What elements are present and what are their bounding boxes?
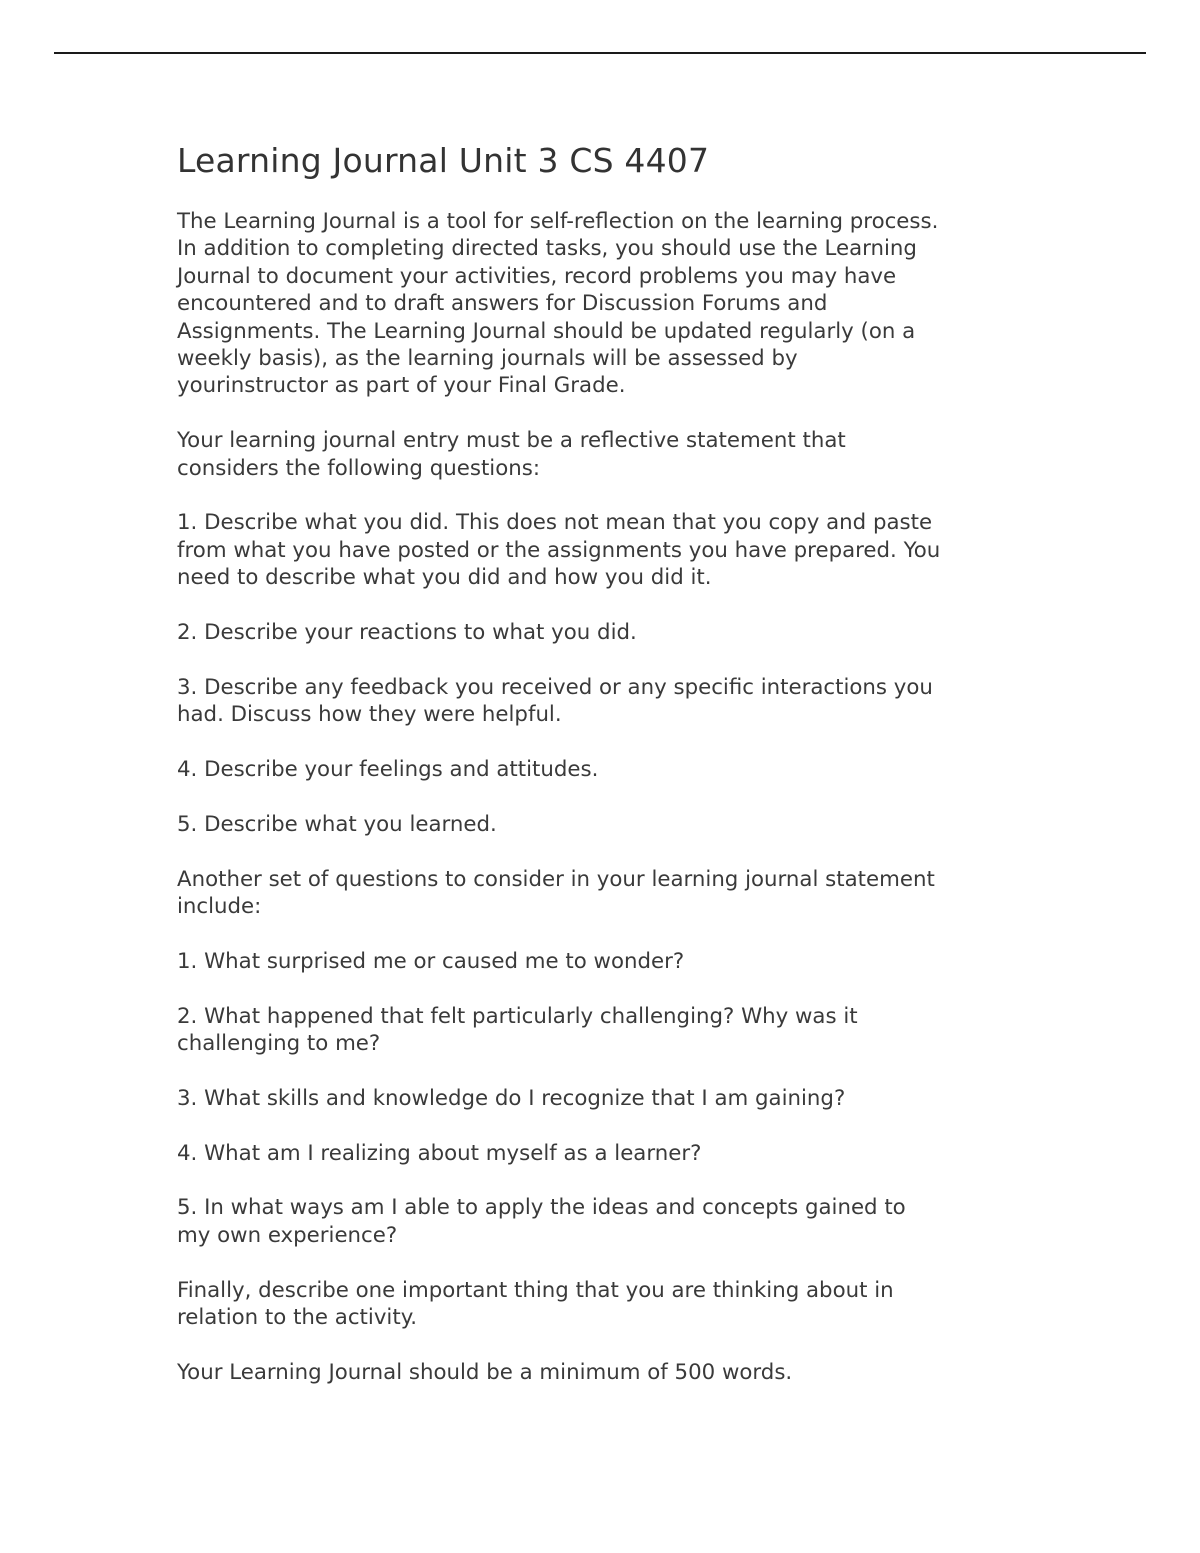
question-item: 2. Describe your reactions to what you did.	[177, 620, 637, 646]
question-item: 4. Describe your feelings and attitudes.	[177, 757, 599, 783]
question-item: 1. What surprised me or caused me to wonder?	[177, 948, 685, 974]
intro-paragraph: The Learning Journal is a tool for self-reflection on the learning process. In addition to completing directed tasks, you should use the Learning Journal to document your activities, record problems you may have encountered and to draft answers for Discussion Forums and Assignments. The Learning Journal should be updated regularly (on a weekly basis), as the learning journals will be assessed by yourinstructor as part of your Final Grade.	[177, 209, 939, 399]
question-item: 5. Describe what you learned.	[177, 811, 497, 837]
question-item: 5. In what ways am I able to apply the ideas and concepts gained to my own experience?	[177, 1195, 906, 1248]
question-item: 1. Describe what you did. This does not mean that you copy and paste from what you have posted or the assignments you have prepared. You need to describe what you did and how you did it.	[177, 510, 941, 591]
question-item: 4. What am I realizing about myself as a learner?	[177, 1140, 702, 1166]
second-set-intro: Another set of questions to consider in your learning journal statement include:	[177, 866, 935, 920]
question-item: 3. What skills and knowledge do I recognize that I am gaining?	[177, 1085, 846, 1111]
header-rule	[54, 52, 1146, 54]
document-body	[177, 140, 1037, 1414]
question-item: 2. What happened that felt particularly challenging? Why was it challenging to me?	[177, 1003, 858, 1057]
page-title: Learning Journal Unit 3 CS 4407	[177, 141, 710, 180]
entry-requirement-paragraph: Your learning journal entry must be a reflective statement that considers the following questions:	[177, 428, 846, 481]
question-item: 3. Describe any feedback you received or any specific interactions you had. Discuss how they were helpful.	[177, 674, 933, 728]
word-count-requirement: Your Learning Journal should be a minimum of 500 words.	[177, 1359, 793, 1385]
closing-paragraph: Finally, describe one important thing that you are thinking about in relation to the activity.	[177, 1277, 894, 1331]
